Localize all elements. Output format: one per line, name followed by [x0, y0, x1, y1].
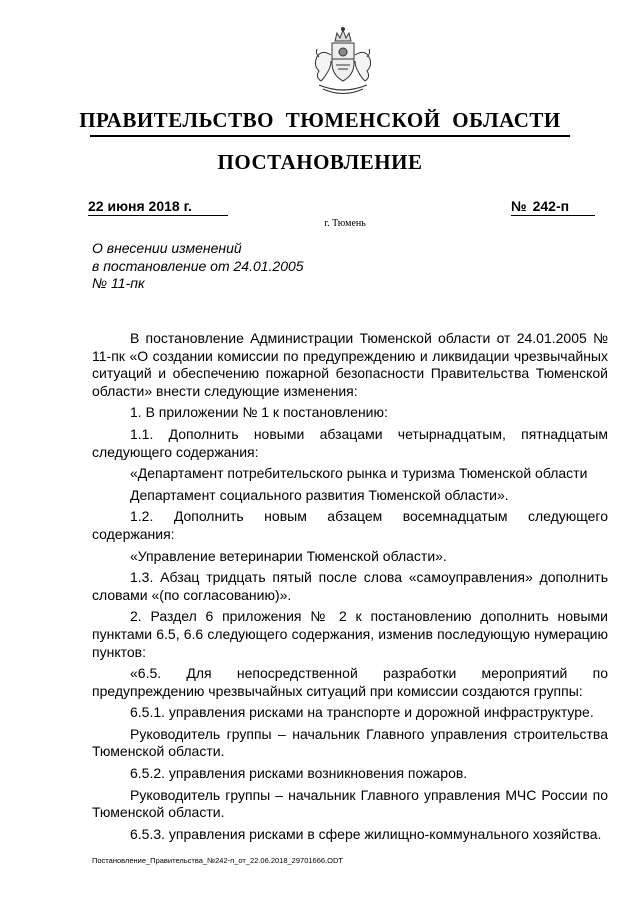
document-number-field	[511, 198, 595, 216]
body-paragraph: 1. В приложении № 1 к постановлению:	[130, 404, 388, 421]
document-body	[92, 330, 608, 847]
body-paragraph: 6.5.2. управления рисками возникновения пожаров.	[130, 765, 468, 782]
subject-line: в постановление от 24.01.2005	[92, 257, 304, 274]
subject-line: № 11-пк	[92, 275, 145, 291]
document-subject	[92, 240, 352, 293]
title-divider	[90, 135, 570, 137]
body-paragraph: «6.5. Для непосредственной разработки мероприятий по предупреждению чрезвычайных ситуаций при комиссии создаются группы:	[92, 665, 608, 699]
body-paragraph: Департамент социального развития Тюменской области».	[130, 486, 509, 503]
body-paragraph: 1.2. Дополнить новым абзацем восемнадцатым следующего содержания:	[92, 508, 608, 542]
body-paragraph: 2. Раздел 6 приложения № 2 к постановлению дополнить новыми пунктами 6.5, 6.6 следующего содержания, изменив последующую нумерацию пунктов:	[92, 608, 608, 660]
document-date: 22 июня 2018 г.	[88, 198, 228, 216]
document-type: ПОСТАНОВЛЕНИЕ	[217, 150, 423, 174]
body-paragraph: «Управление ветеринарии Тюменской области».	[130, 547, 447, 564]
organization-title: ПРАВИТЕЛЬСТВО ТЮМЕНСКОЙ ОБЛАСТИ	[79, 108, 561, 132]
body-paragraph: Руководитель группы – начальник Главного управления строительства Тюменской области.	[92, 725, 608, 760]
document-number: 242-п	[532, 198, 570, 214]
body-paragraph: 6.5.3. управления рисками в сфере жилищно-коммунального хозяйства.	[130, 825, 602, 842]
body-paragraph: 1.1. Дополнить новыми абзацами четырнадцатым, пятнадцатым следующего содержания:	[92, 425, 608, 460]
document-city: г. Тюмень	[324, 218, 366, 229]
body-paragraph: «Департамент потребительского рынка и туризма Тюменской области	[130, 465, 588, 482]
body-paragraph: Руководитель группы – начальник Главного управления МЧС России по Тюменской области.	[92, 786, 608, 821]
body-paragraph: 6.5.1. управления рисками на транспорте и дорожной инфраструктуре.	[130, 704, 594, 721]
subject-line: О внесении изменений	[92, 240, 242, 256]
number-sign: №	[511, 198, 527, 214]
body-paragraph: В постановление Администрации Тюменской области от 24.01.2005 № 11-пк «О создании комиссии по предупреждению и ликвидации чрезвычайных ситуаций и обеспечению пожарной безопасности Правительства Тюменской области» внести следующие изменения:	[92, 330, 608, 399]
coat-of-arms-icon	[303, 25, 383, 101]
body-paragraph: 1.3. Абзац тридцать пятый после слова «самоуправления» дополнить словами «(по согласованию)».	[92, 569, 608, 603]
footer-filename: Постановление_Правительства_№242-п_от_22.06.2018_29701666.ODT	[92, 856, 343, 865]
